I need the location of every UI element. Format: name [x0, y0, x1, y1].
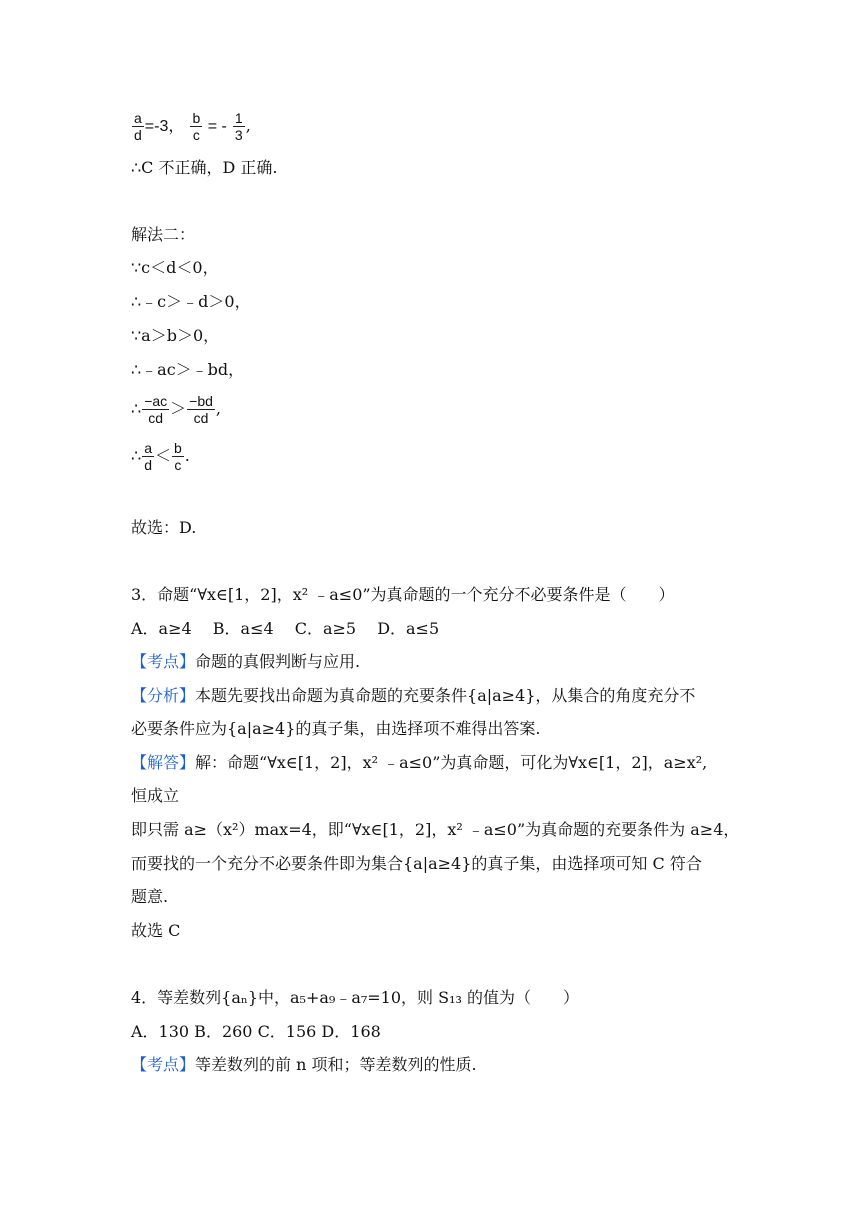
- fraction-a-over-d: $\frac{a}{d}$: [134, 110, 142, 143]
- fraction-b-over-c: $\frac{b}{c}$: [192, 110, 201, 143]
- q4-question: 4．等差数列{aₙ}中，a₅+a₉﹣a₇=10，则 S₁₃ 的值为（ ）: [131, 988, 579, 1007]
- method2-line-3: ∵a＞b＞0，: [131, 326, 220, 345]
- q3-jieda-line-2: 恒成立: [131, 786, 180, 805]
- fraction-neg-ac-over-cd: $\frac{-ac}{cd}$: [144, 393, 168, 426]
- method2-line-5: ∴ $\frac{-ac}{cd}$ ＞ $\frac{-bd}{cd}$ ,: [131, 393, 222, 426]
- kaodian-tag-q4: 【考点】: [131, 1055, 196, 1074]
- q3-jieda-line-4: 而要找的一个充分不必要条件即为集合{a|a≥4}的真子集，由选择项可知 C 符合: [131, 854, 702, 873]
- kaodian-tag: 【考点】: [131, 652, 196, 671]
- method2-line-6: ∴ $\frac{a}{d}$ ＜ $\frac{b}{c}$ .: [131, 440, 190, 473]
- fraction-1-over-3: $\frac{1}{3}$: [234, 110, 243, 143]
- method2-title: 解法二：: [131, 225, 196, 244]
- q4-options: A．130 B．260 C．156 D．168: [131, 1022, 381, 1041]
- q3-fenxi-line-1: 【分析】本题先要找出命题为真命题的充要条件{a|a≥4}，从集合的角度充分不: [131, 686, 696, 705]
- q3-kaodian: 【考点】命题的真假判断与应用.: [131, 652, 361, 671]
- q3-jieda-line-3: 即只需 a≥（x²）max=4，即“∀x∈[1，2]，x² ﹣a≤0”为真命题的充要条件为 a≥4，: [131, 820, 740, 839]
- fraction-b-over-c-2: $\frac{b}{c}$: [174, 440, 182, 473]
- answer-q2: 故选：D.: [131, 518, 197, 537]
- fenxi-tag: 【分析】: [131, 686, 196, 705]
- method2-line-1: ∵c＜d＜0，: [131, 258, 219, 277]
- q4-kaodian: 【考点】等差数列的前 n 项和；等差数列的性质.: [131, 1055, 477, 1074]
- fraction-a-over-d-2: $\frac{a}{d}$: [144, 440, 152, 473]
- method2-line-4: ∴﹣ac＞﹣bd，: [131, 360, 245, 379]
- q3-jieda-line-5: 题意.: [131, 887, 169, 906]
- q3-jieda-line-1: 【解答】解：命题“∀x∈[1，2]，x² ﹣a≤0”为真命题，可化为∀x∈[1，2]，a≥x²,: [131, 753, 708, 772]
- fraction-result-line: $\frac{a}{d}$ =-3， $\frac{b}{c}$ = - $\frac{1}{3}$ ,: [134, 110, 251, 143]
- fraction-neg-bd-over-cd: $\frac{-bd}{cd}$: [189, 393, 213, 426]
- conclusion-line: ∴C 不正确，D 正确.: [131, 158, 278, 177]
- q3-fenxi-line-2: 必要条件应为{a|a≥4}的真子集，由选择项不难得出答案.: [131, 719, 541, 738]
- jieda-tag: 【解答】: [131, 753, 196, 772]
- q3-question: 3．命题“∀x∈[1，2]，x² ﹣a≤0”为真命题的一个充分不必要条件是（ ）: [131, 585, 675, 604]
- q3-answer: 故选 C: [131, 921, 181, 940]
- method2-line-2: ∴﹣c＞﹣d＞0，: [131, 292, 251, 311]
- q3-options: A．a≥4 B．a≤4 C．a≥5 D．a≤5: [131, 619, 440, 638]
